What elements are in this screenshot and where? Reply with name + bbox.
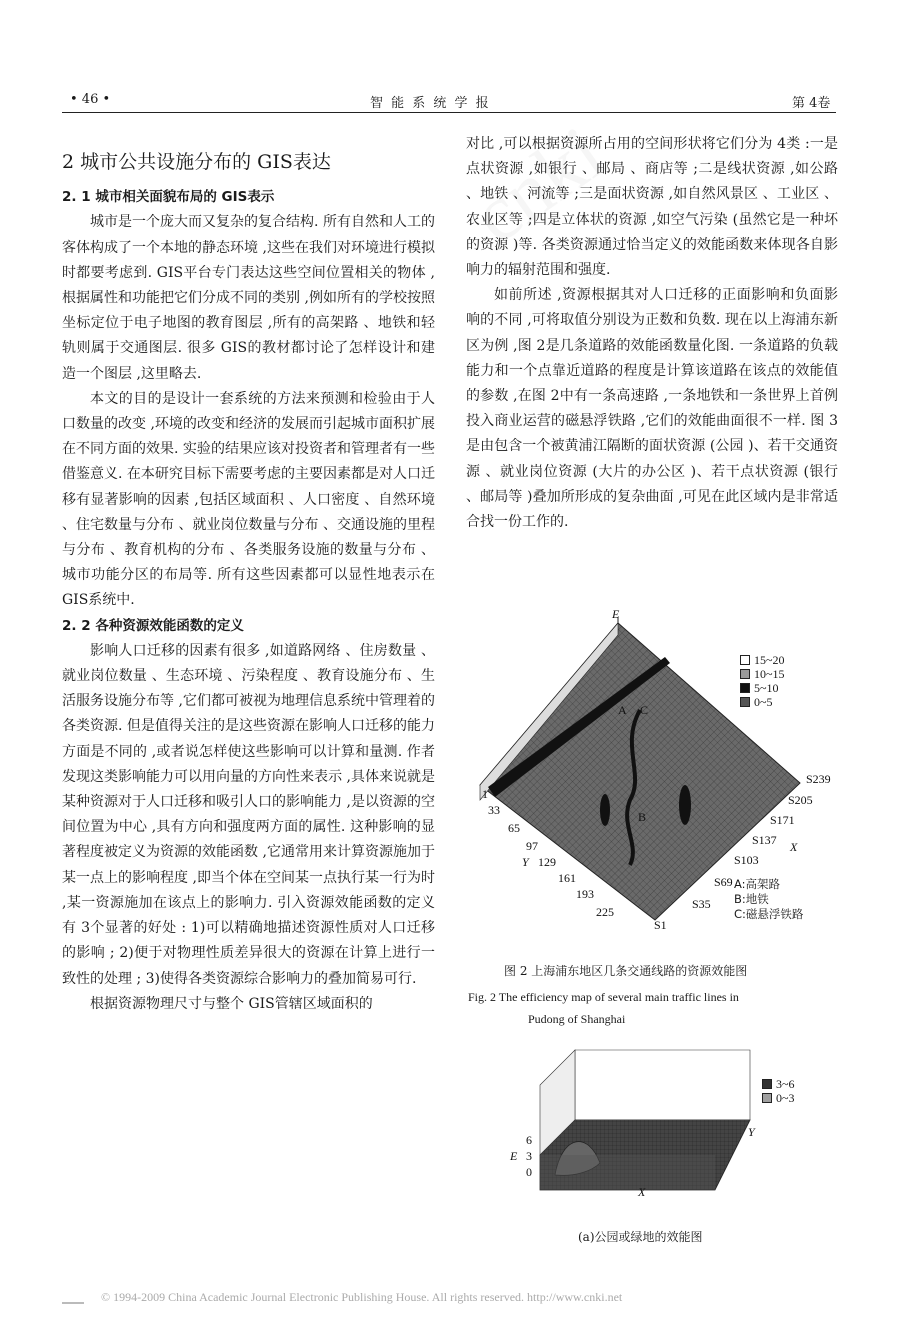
fig3a-legend (762, 1077, 795, 1105)
paragraph: 如前所述 ,资源根据其对人口迁移的正面影响和负面影响的不同 ,可将取值分别设为正数和负数. 现在以上海浦东新区为例 ,图 2是几条道路的效能函数量化图. 一条道路的负载能力和一个点靠近道路的程度是计算该道路在该点的效能值的参数 ,在图 2中有一条高速路 ,一条地铁和一条世界上首例投入商业运营的磁悬浮铁路 ,它们的效能曲面很不一样. 图 3是由包含一个被黄浦江隔断的面状资源 (公园 )、若干交通资源 、就业岗位资源 (大片的办公区 )、若干点状资源 (银行 、邮局等 )叠加所形成的复杂曲面 ,可见在此区域内是非常适合找一份工作的. (466, 287, 838, 531)
footer (62, 1290, 842, 1305)
legend-swatch (740, 697, 750, 707)
y-tick: 65 (508, 821, 520, 835)
x-tick: S205 (788, 793, 813, 807)
fig2-caption-cn: 图 2 上海浦东地区几条交通线路的资源效能图 (504, 964, 748, 978)
marker-b: B (638, 810, 647, 824)
key-item: C:磁悬浮铁路 (734, 907, 804, 921)
paragraph: 根据资源物理尺寸与整个 GIS管辖区域面积的 (90, 995, 373, 1012)
fig3a-surface-plot (500, 1045, 840, 1215)
paragraph: 影响人口迁移的因素有很多 ,如道路网络 、住房数量 、就业岗位数量 、生态环境 、污染程度 、教育设施分布 、生活服务设施分布等 ,它们都可被视为地理信息系统中管理着的各类资源. 但是值得关注的是这些资源在影响人口迁移的能力方面是不同的 ,或者说怎样使这些影响可以计算和量测. 作者发现这类影响能力可以用向量的方向性来表示 ,具体来说就是某种资源对于人口迁移和吸引人口的影响能力 ,是以资源的空间位置为中心 ,具有方向和强度两方面的属性. 这种影响的显著程度被定义为资源的效能函数 ,它通常用来计算资源施加于某一点上的影响程度 ,即当个体在空间某一点执行某一行为时 ,某一资源施加在该点上的影响力. 引入资源效能函数的定义有 3个显著的好处 : 1)可以精确地描述资源性质对人口迁移的影响 ; 2)便于对物理性质差异很大的资源在计算上进行一致性的处理 ; 3)使得各类资源综合影响力的叠加简易可行. (62, 642, 435, 987)
legend-item: 15~20 (740, 653, 785, 667)
e-tick: 3 (526, 1149, 532, 1163)
y-tick: 1 (482, 787, 488, 801)
fig2-caption-en: Pudong of Shanghai (528, 1012, 626, 1026)
back-wall (575, 1050, 750, 1120)
axis-e-label: E (510, 1149, 518, 1163)
legend-item: 10~15 (740, 667, 785, 681)
subsection-title: 2. 2 各种资源效能函数的定义 (62, 617, 244, 634)
surface-front (540, 1155, 715, 1190)
axis-e-label: E (612, 607, 620, 621)
legend-item: 3~6 (762, 1077, 795, 1091)
y-tick: 33 (488, 803, 500, 817)
axis-x-label: X (638, 1185, 646, 1199)
e-tick: 6 (526, 1133, 532, 1147)
axis-y-label: Y (522, 855, 529, 869)
x-tick: S171 (770, 813, 795, 827)
right-column (466, 132, 838, 535)
volume-label: 第 4卷 (792, 96, 831, 111)
paragraph: 城市是一个庞大而又复杂的复合结构. 所有自然和人工的客体构成了一个本地的静态环境 ,这些在我们对环境进行模拟时都要考虑到. GIS平台专门表达这些空间位置相关的物体 ,根据属性和功能把它们分成不同的类别 ,例如所有的学校按照坐标定位于电子地图的教育图层 ,所有的高架路 、地铁和轻轨则属于交通图层. 很多 GIS的教材都讨论了怎样设计和建造一个图层 ,这里略去. (62, 214, 435, 382)
fig2-legend (740, 653, 785, 709)
journal-title: 智 能 系 统 学 报 (370, 96, 491, 111)
legend-swatch (762, 1093, 772, 1103)
left-column (62, 132, 435, 1017)
legend-item: 0~3 (762, 1091, 795, 1105)
x-tick: S1 (654, 918, 667, 932)
line-c (679, 785, 691, 825)
y-tick: 161 (558, 871, 576, 885)
paragraph: 对比 ,可以根据资源所占用的空间形状将它们分为 4类 :一是点状资源 ,如银行 、邮局 、商店等 ;二是线状资源 ,如公路 、地铁 、河流等 ;三是面状资源 ,如自然风景区 、工业区 、农业区等 ;四是立体状的资源 ,如空气污染 (虽然它是一种坏的资源 )等. 各类资源通过恰当定义的效能函数来体现各自影响力的辐射范围和强度. (466, 136, 838, 279)
y-tick: 225 (596, 905, 614, 919)
marker-c: C (640, 703, 649, 717)
key-item: B:地铁 (734, 892, 769, 906)
section-title: 2 城市公共设施分布的 GIS表达 (62, 151, 331, 173)
header-rule (62, 112, 836, 113)
legend-swatch (740, 669, 750, 679)
y-tick: 193 (576, 887, 594, 901)
axis-y-label: Y (748, 1125, 755, 1139)
paragraph: 本文的目的是设计一套系统的方法来预测和检验由于人口数量的改变 ,环境的改变和经济的发展而引起城市面积扩展在不同方面的效果. 实验的结果应该对投资者和管理者有一些借鉴意义. 在本研究目标下需要考虑的主要因素都是对人口迁移有显著影响的因素 ,包括区域面积 、人口密度 、自然环境 、住宅数量与分布 、就业岗位数量与分布 、交通设施的里程与分布 、教育机构的分布 、各类服务设施的数量与分布 、城市功能分区的布局等. 所有这些因素都可以显性地表示在 GIS系统中. (62, 390, 435, 609)
x-tick: S69 (714, 875, 733, 889)
cnki-logo-icon (62, 1292, 84, 1304)
line-c (600, 794, 610, 826)
e-tick: 0 (526, 1165, 532, 1179)
fig3a-caption: (a)公园或绿地的效能图 (578, 1230, 703, 1244)
legend-swatch (740, 655, 750, 665)
legend-swatch (762, 1079, 772, 1089)
x-tick: S35 (692, 897, 711, 911)
axis-x-label: X (790, 840, 798, 854)
legend-item: 5~10 (740, 681, 785, 695)
y-tick: 129 (538, 855, 556, 869)
legend-swatch (740, 683, 750, 693)
fig2-key (734, 877, 803, 922)
x-tick: S103 (734, 853, 759, 867)
copyright-text: © 1994-2009 China Academic Journal Electronic Publishing House. All rights reserved. http://www.cnki.net (101, 1290, 623, 1304)
legend-item: 0~5 (740, 695, 785, 709)
figure-2 (470, 607, 840, 945)
key-item: A:高架路 (734, 877, 781, 891)
figure-3a (500, 1045, 840, 1215)
x-tick: S137 (752, 833, 777, 847)
marker-a: A (618, 703, 627, 717)
page-number: • 46 • (70, 92, 111, 107)
fig2-caption-en: Fig. 2 The efficiency map of several main traffic lines in (468, 990, 739, 1004)
subsection-title: 2. 1 城市相关面貌布局的 GIS表示 (62, 189, 275, 206)
y-tick: 97 (526, 839, 538, 853)
x-tick: S239 (806, 772, 831, 786)
